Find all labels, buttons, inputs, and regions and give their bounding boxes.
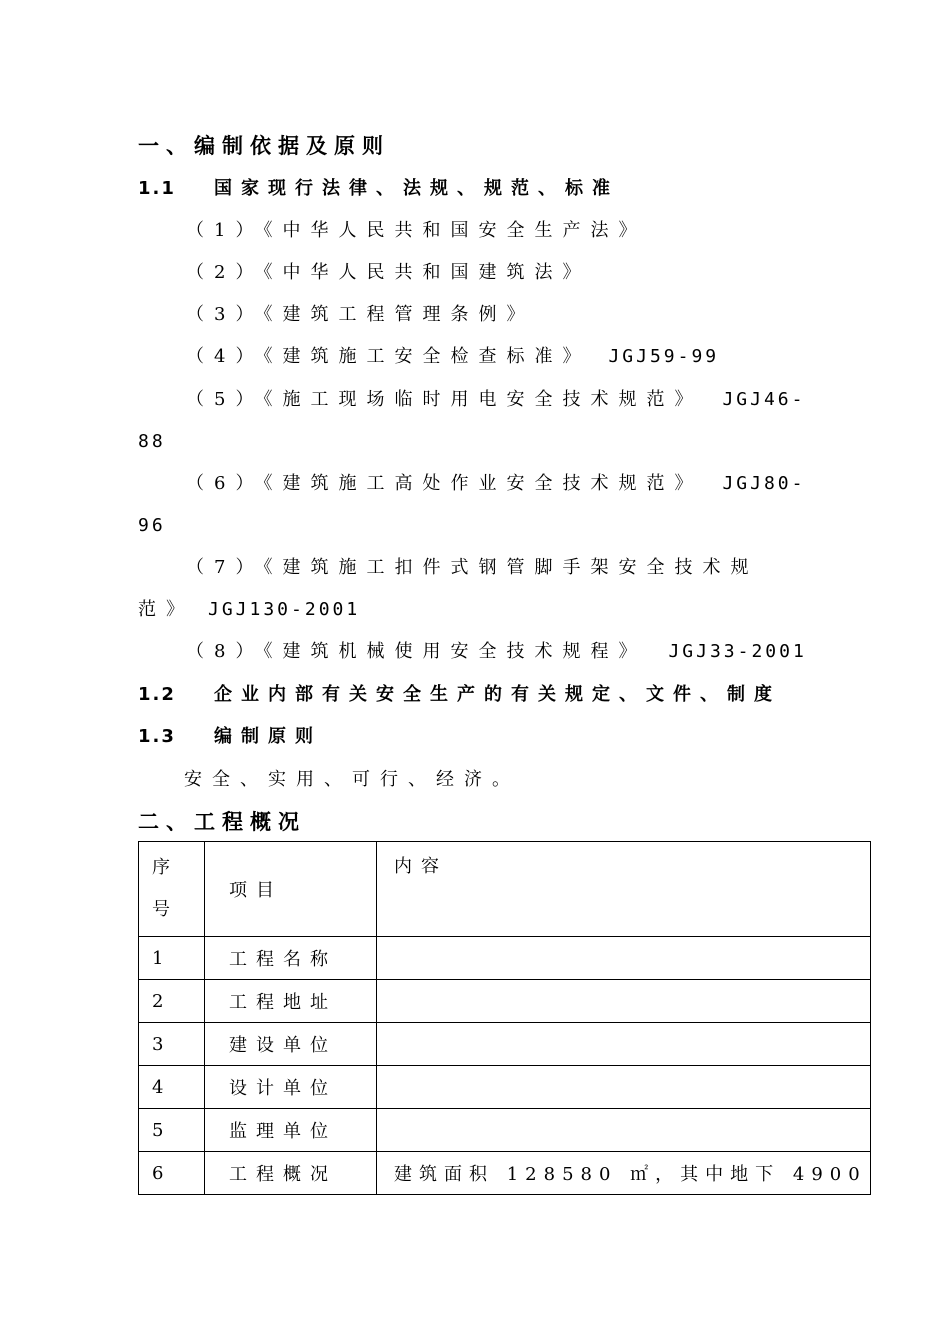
row-item: 工程概况 — [205, 1152, 377, 1195]
row-content — [377, 980, 871, 1023]
list-item-4-title: （4）《建筑施工安全检查标准》 — [186, 346, 591, 367]
header-item: 项目 — [205, 842, 377, 937]
list-item-7-cont — [138, 598, 360, 622]
section-1-title: 一、编制依据及原则 — [138, 134, 390, 158]
table-header-row — [139, 842, 871, 937]
header-no — [139, 842, 205, 937]
section-1-2-text: 企业内部有关安全生产的有关规定、文件、制度 — [214, 684, 781, 705]
row-no: 3 — [139, 1023, 205, 1066]
principle-text: 安全、实用、可行、经济。 — [184, 769, 520, 790]
section-1-3-number: 1.3 — [138, 726, 176, 747]
list-item-7-title-cont: 范》 — [138, 599, 194, 620]
row-content — [377, 1066, 871, 1109]
list-item-7: （7）《建筑施工扣件式钢管脚手架安全技术规 — [186, 557, 759, 578]
list-item-4 — [186, 345, 719, 369]
row-item: 设计单位 — [205, 1066, 377, 1109]
section-1-2-number: 1.2 — [138, 684, 176, 705]
row-no: 1 — [139, 937, 205, 980]
list-item-8-title: （8）《建筑机械使用安全技术规程》 — [186, 641, 647, 662]
section-2-title: 二、工程概况 — [138, 810, 306, 834]
list-item-6-title: （6）《建筑施工高处作业安全技术规范》 — [186, 473, 703, 494]
section-1-1-text: 国家现行法律、法规、规范、标准 — [214, 178, 619, 199]
row-item: 监理单位 — [205, 1109, 377, 1152]
row-no: 2 — [139, 980, 205, 1023]
table-row — [139, 1152, 871, 1195]
table-row — [139, 980, 871, 1023]
table-row — [139, 1109, 871, 1152]
list-item-6-code-cont: 96 — [138, 515, 166, 536]
list-item-7-code: JGJ130-2001 — [208, 599, 361, 620]
list-item-5-code-cont: 88 — [138, 431, 166, 452]
section-1-3-heading — [138, 725, 322, 749]
header-no-line1: 序 — [152, 857, 170, 878]
row-item: 工程地址 — [205, 980, 377, 1023]
list-item-2: （2）《中华人民共和国建筑法》 — [186, 262, 591, 283]
row-content: 建筑面积 128580 ㎡，其中地下 4900 — [377, 1152, 871, 1195]
section-1-1-heading — [138, 177, 619, 201]
list-item-6-code: JGJ80- — [722, 473, 806, 494]
list-item-6 — [186, 472, 805, 496]
table-row — [139, 1023, 871, 1066]
row-no: 5 — [139, 1109, 205, 1152]
list-item-5-title: （5）《施工现场临时用电安全技术规范》 — [186, 389, 703, 410]
list-item-3: （3）《建筑工程管理条例》 — [186, 304, 535, 325]
section-1-1-number: 1.1 — [138, 178, 176, 199]
header-no-line2: 号 — [152, 899, 170, 920]
row-content — [377, 937, 871, 980]
list-item-1: （1）《中华人民共和国安全生产法》 — [186, 220, 647, 241]
row-no: 4 — [139, 1066, 205, 1109]
header-content: 内容 — [377, 842, 871, 937]
section-1-3-text: 编制原则 — [214, 726, 322, 747]
project-overview-table — [138, 841, 871, 1195]
row-content — [377, 1023, 871, 1066]
list-item-8 — [186, 640, 807, 664]
table-row — [139, 937, 871, 980]
row-content — [377, 1109, 871, 1152]
row-item: 建设单位 — [205, 1023, 377, 1066]
table-row — [139, 1066, 871, 1109]
section-1-2-heading — [138, 683, 781, 707]
list-item-5 — [186, 388, 805, 412]
list-item-5-code: JGJ46- — [722, 389, 806, 410]
list-item-4-code: JGJ59-99 — [608, 346, 720, 367]
list-item-8-code: JGJ33-2001 — [668, 641, 807, 662]
row-no: 6 — [139, 1152, 205, 1195]
row-item: 工程名称 — [205, 937, 377, 980]
